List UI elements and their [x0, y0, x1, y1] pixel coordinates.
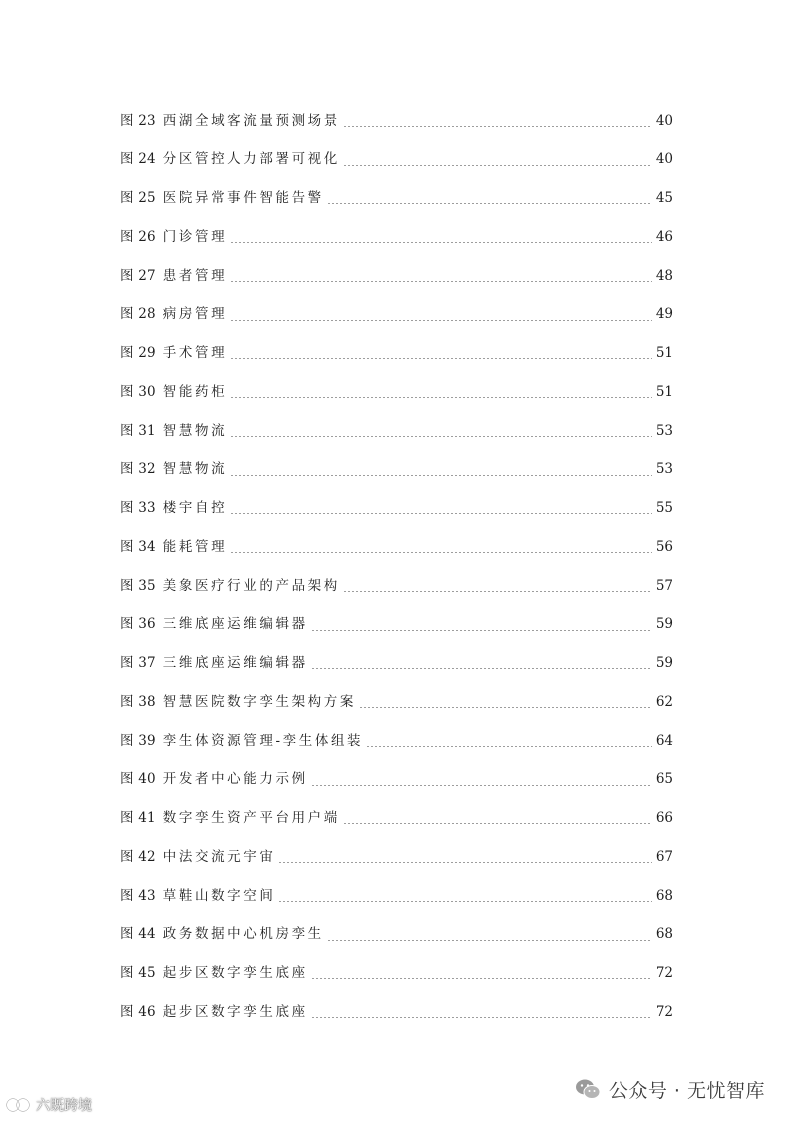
- page-number: 68: [655, 887, 673, 904]
- figure-number: 图 30: [120, 383, 156, 400]
- page-number: 51: [655, 383, 673, 400]
- figure-title: 分区管控人力部署可视化: [162, 151, 340, 168]
- toc-entry[interactable]: [120, 451, 673, 490]
- figure-number: 图 40: [120, 771, 156, 788]
- toc-entry[interactable]: [120, 683, 673, 722]
- wechat-watermark: [575, 1074, 765, 1104]
- figure-number: 图 37: [120, 655, 156, 672]
- dot-leader: [230, 475, 652, 476]
- figure-title: 西湖全域客流量预测场景: [162, 112, 340, 129]
- dot-leader: [230, 552, 652, 553]
- wechat-account-label: 公众号 · 无忧智库: [608, 1079, 765, 1102]
- toc-entry[interactable]: [120, 257, 673, 296]
- toc-entry[interactable]: [120, 722, 673, 761]
- dot-leader: [230, 513, 652, 514]
- figure-number: 图 25: [120, 190, 156, 207]
- figure-title: 草鞋山数字空间: [162, 887, 276, 904]
- page-number: 59: [655, 616, 673, 633]
- figure-title: 楼宇自控: [162, 500, 228, 517]
- dot-leader: [230, 242, 652, 243]
- figure-number: 图 39: [120, 732, 156, 749]
- page-number: 59: [655, 655, 673, 672]
- figure-title: 起步区数字孪生底座: [162, 965, 308, 982]
- figure-title: 智慧医院数字孪生架构方案: [162, 693, 356, 710]
- page-number: 53: [655, 422, 673, 439]
- figure-title: 能耗管理: [162, 538, 228, 555]
- dot-leader: [343, 823, 652, 824]
- figure-number: 图 35: [120, 577, 156, 594]
- page-number: 55: [655, 500, 673, 517]
- toc-entry[interactable]: [120, 528, 673, 567]
- dot-leader: [311, 785, 652, 786]
- toc-entry[interactable]: [120, 373, 673, 412]
- figure-title: 智慧物流: [162, 422, 228, 439]
- figure-title: 孪生体资源管理-孪生体组装: [162, 732, 364, 749]
- figure-title: 起步区数字孪生底座: [162, 1003, 308, 1020]
- dot-leader: [311, 630, 652, 631]
- wechat-icon: [575, 1078, 601, 1100]
- page-number: 49: [655, 306, 673, 323]
- page-number: 72: [655, 1003, 673, 1020]
- toc-entry[interactable]: [120, 102, 673, 141]
- page-number: 46: [655, 228, 673, 245]
- dot-leader: [230, 358, 652, 359]
- page-number: 56: [655, 538, 673, 555]
- toc-entry[interactable]: [120, 645, 673, 684]
- dot-leader: [343, 591, 652, 592]
- toc-entry[interactable]: [120, 877, 673, 916]
- figure-number: 图 33: [120, 500, 156, 517]
- dot-leader: [230, 436, 652, 437]
- toc-entry[interactable]: [120, 916, 673, 955]
- figure-number: 图 29: [120, 345, 156, 362]
- figure-title: 智能药柜: [162, 383, 228, 400]
- page-number: 48: [655, 267, 673, 284]
- page-number: 64: [655, 732, 673, 749]
- figure-number: 图 27: [120, 267, 156, 284]
- toc-entry[interactable]: [120, 800, 673, 839]
- figure-number: 图 23: [120, 112, 156, 129]
- page-number: 45: [655, 190, 673, 207]
- figure-title: 数字孪生资产平台用户端: [162, 810, 340, 827]
- dot-leader: [327, 940, 652, 941]
- figure-number: 图 38: [120, 693, 156, 710]
- dot-leader: [359, 707, 652, 708]
- figure-title: 政务数据中心机房孪生: [162, 926, 324, 943]
- figure-number: 图 43: [120, 887, 156, 904]
- figure-title: 门诊管理: [162, 228, 228, 245]
- dot-leader: [230, 320, 652, 321]
- figure-number: 图 36: [120, 616, 156, 633]
- toc-entry[interactable]: [120, 218, 673, 257]
- figure-title: 病房管理: [162, 306, 228, 323]
- dot-leader: [343, 165, 652, 166]
- page-number: 67: [655, 848, 673, 865]
- figure-list: [120, 102, 673, 1032]
- toc-entry[interactable]: [120, 606, 673, 645]
- figure-number: 图 46: [120, 1003, 156, 1020]
- page-number: 51: [655, 345, 673, 362]
- figure-title: 手术管理: [162, 345, 228, 362]
- page-number: 68: [655, 926, 673, 943]
- page-number: 66: [655, 810, 673, 827]
- figure-title: 智慧物流: [162, 461, 228, 478]
- dot-leader: [327, 203, 652, 204]
- toc-entry[interactable]: [120, 490, 673, 529]
- figure-number: 图 28: [120, 306, 156, 323]
- dot-leader: [278, 901, 651, 902]
- toc-entry[interactable]: [120, 180, 673, 219]
- toc-entry[interactable]: [120, 993, 673, 1032]
- dot-leader: [366, 746, 652, 747]
- dot-leader: [230, 281, 652, 282]
- figure-title: 中法交流元宇宙: [162, 848, 276, 865]
- figure-title: 开发者中心能力示例: [162, 771, 308, 788]
- figure-number: 图 41: [120, 810, 156, 827]
- figure-title: 三维底座运维编辑器: [162, 655, 308, 672]
- dot-leader: [311, 1017, 652, 1018]
- toc-entry[interactable]: [120, 335, 673, 374]
- page-number: 72: [655, 965, 673, 982]
- page-number: 57: [655, 577, 673, 594]
- toc-entry[interactable]: [120, 141, 673, 180]
- figure-title: 医院异常事件智能告警: [162, 190, 324, 207]
- toc-entry[interactable]: [120, 296, 673, 335]
- figure-number: 图 31: [120, 422, 156, 439]
- figure-number: 图 32: [120, 461, 156, 478]
- dot-leader: [278, 862, 651, 863]
- toc-entry[interactable]: [120, 838, 673, 877]
- page-number: 40: [655, 112, 673, 129]
- page-number: 40: [655, 151, 673, 168]
- dot-leader: [230, 397, 652, 398]
- corner-logo-icon: [6, 1097, 32, 1113]
- toc-entry[interactable]: [120, 412, 673, 451]
- figure-title: 三维底座运维编辑器: [162, 616, 308, 633]
- figure-number: 图 24: [120, 151, 156, 168]
- figure-number: 图 42: [120, 848, 156, 865]
- toc-entry[interactable]: [120, 567, 673, 606]
- dot-leader: [343, 126, 652, 127]
- corner-watermark-text: 六既跨境: [36, 1098, 92, 1114]
- figure-title: 患者管理: [162, 267, 228, 284]
- dot-leader: [311, 668, 652, 669]
- toc-entry[interactable]: [120, 955, 673, 994]
- page-number: 65: [655, 771, 673, 788]
- dot-leader: [311, 978, 652, 979]
- page-number: 53: [655, 461, 673, 478]
- page-number: 62: [655, 693, 673, 710]
- toc-entry[interactable]: [120, 761, 673, 800]
- figure-number: 图 26: [120, 228, 156, 245]
- corner-watermark: [6, 1094, 92, 1116]
- figure-number: 图 45: [120, 965, 156, 982]
- figure-title: 美象医疗行业的产品架构: [162, 577, 340, 594]
- figure-number: 图 34: [120, 538, 156, 555]
- figure-number: 图 44: [120, 926, 156, 943]
